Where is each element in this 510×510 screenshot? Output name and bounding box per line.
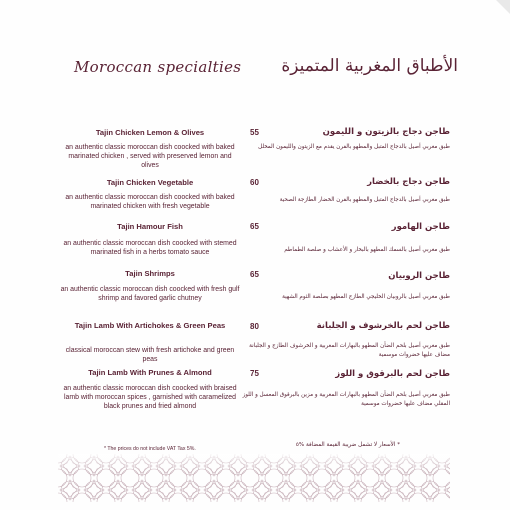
item-desc-en: an authentic classic moroccan dish coocked with fresh gulf shrimp and favored garlic chutney	[60, 286, 240, 302]
title-arabic: الأطباق المغربية المتميزة	[281, 56, 458, 76]
item-name-ar: طاجن دجاج بالزيتون و الليمون	[322, 127, 450, 137]
item-name-en: Tajin Lamb With Artichokes & Green Peas	[74, 321, 226, 330]
item-desc-ar: طبق مغربي أصيل بلحم الضأن المطهو بالبهارات المغربية و الخرشوف الطازج و الجلبانة مضاف عليها خضروات موسمية	[249, 343, 450, 358]
item-desc-ar: طبق مغربي أصيل بلحم الضأن المطهو بالبهارات المغربية و مزين بالبرقوق المعسل و اللوز المقلي مضاف عليها خضروات موسمية	[242, 392, 450, 407]
item-name-en: Tajin Chicken Vegetable	[106, 178, 194, 187]
item-desc-en: an authentic classic moroccan dish coocked with baked marinated chicken with fresh vegetable	[65, 194, 235, 210]
vat-note-arabic: * الأسعار لا تشمل ضريبة القيمة المضافة %٥	[295, 442, 400, 448]
vat-note-english: * The prices do not include VAT Tax 5%.	[104, 446, 196, 452]
item-name-en: Tajin Chicken Lemon & Olives	[95, 128, 205, 137]
item-desc-en: an authentic classic moroccan dish coocked with stemed marinated fish in a herbs tomato sauce	[63, 240, 237, 256]
item-desc-ar: طبق مغربي أصيل بالسمك المطهو بالبخار و الأعشاب و صلصة الطماطم	[284, 247, 450, 253]
item-name-en: Tajin Lamb With Prunes & Almond	[88, 368, 212, 377]
item-desc-en: an authentic classic moroccan dish coocked with baked marinated chicken , served with preserved lemon and olives	[65, 144, 235, 169]
title-english: Moroccan specialties	[74, 58, 242, 76]
item-name-ar: طاجن لحم بالبرقوق و اللوز	[335, 369, 450, 379]
item-name-ar: طاجن الروبيان	[388, 271, 450, 281]
item-desc-ar: طبق مغربي أصيل بالدجاج المتبل والمطهو بالفرن يقدم مع الزيتون والليمون المخلل	[258, 144, 450, 150]
decorative-pattern	[58, 454, 450, 502]
item-name-ar: طاجن لحم بالخرشوف و الجلبانة	[316, 321, 450, 331]
page-corner	[496, 0, 510, 14]
item-price: 75	[250, 369, 259, 378]
item-price: 65	[250, 222, 259, 231]
item-name-ar: طاجن الهامور	[391, 222, 450, 232]
item-desc-ar: طبق مغربي أصيل بالروبيان الخليجي الطازج المطهو بصلصة الثوم الشهية	[282, 294, 450, 300]
item-name-ar: طاجن دجاج بالخضار	[367, 177, 450, 187]
item-desc-en: an authentic classic moroccan dish coocked with braised lamb with moroccan spices , garnished with caramelized black prunes and fried almond	[63, 385, 237, 410]
item-price: 65	[250, 270, 259, 279]
item-desc-ar: طبق مغربي أصيل بالدجاج المتبل والمطهو بالفرن الخضار الطازجة الصحية	[279, 197, 450, 203]
item-price: 80	[250, 322, 259, 331]
item-desc-en: classical moroccan stew with fresh artichoke and green peas	[65, 347, 235, 363]
item-price: 55	[250, 128, 259, 137]
item-price: 60	[250, 178, 259, 187]
item-name-en: Tajin Shrimps	[125, 269, 175, 278]
item-name-en: Tajin Hamour Fish	[117, 222, 183, 231]
